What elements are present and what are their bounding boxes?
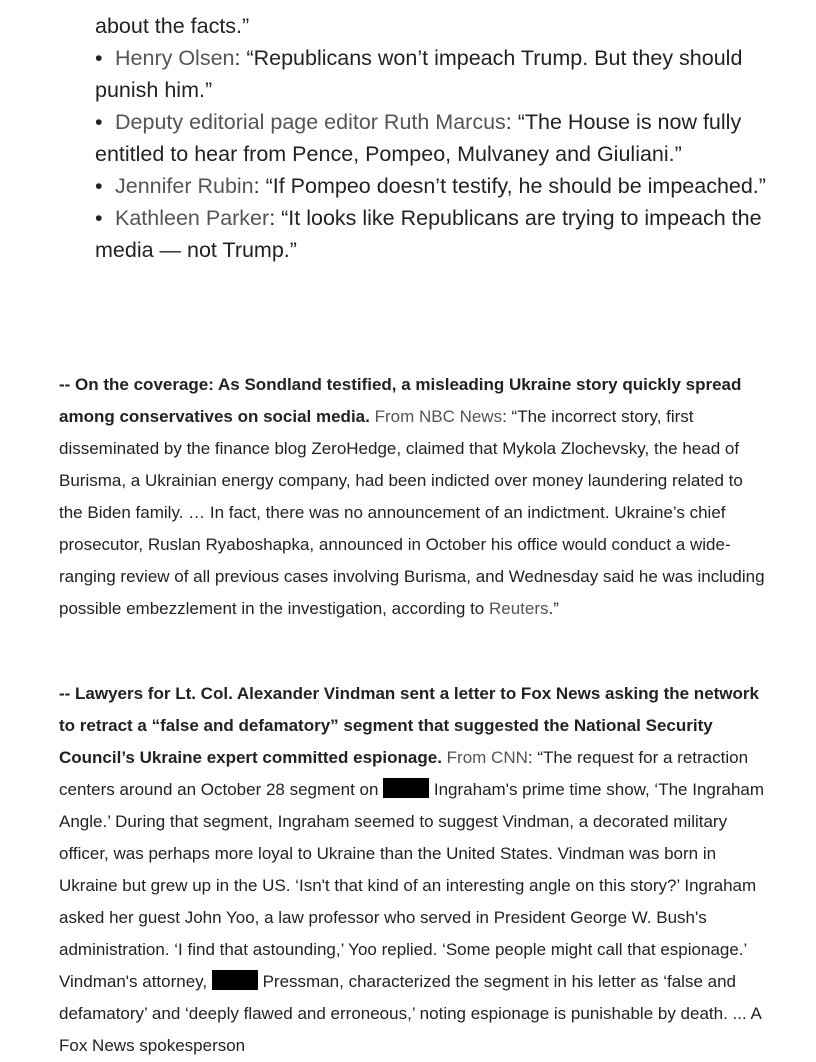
coverage-tail: .”: [548, 599, 559, 618]
coverage-paragraph: [59, 369, 771, 625]
opinion-quotes-list: [95, 10, 785, 266]
author-link-marcus[interactable]: Deputy editorial page editor Ruth Marcus: [115, 110, 506, 134]
source-link-cnn[interactable]: From CNN: [446, 748, 528, 767]
author-link-olsen[interactable]: Henry Olsen: [115, 46, 235, 70]
vindman-body-b: Ingraham's prime time show, ‘The Ingraham Angle.’ During that segment, Ingraham seemed to suggest Vindman, a decorated military officer, was perhaps more loyal to Ukraine than the United States. Vindman was born in Ukraine but grew up in the US. ‘Isn't that kind of an interesting angle on this story?’ Ingraham asked her guest John Yoo, a law professor who served in President George W. Bush's administration. ‘I find that astounding,’ Yoo replied. ‘Some people might call that espionage.’ Vindman's attorney,: [59, 780, 765, 991]
coverage-body: : “The incorrect story, first disseminated by the finance blog ZeroHedge, claimed that Mykola Zlochevsky, the head of Burisma, a Ukrainian energy company, had been indicted over money laundering related to the Biden family. … In fact, there was no announcement of an indictment. Ukraine’s chief prosecutor, Ruslan Ryaboshapka, announced in October his office would conduct a wide-ranging review of all previous cases involving Burisma, and Wednesday said he was including possible embezzlement in the investigation, according to: [59, 407, 765, 618]
source-link-reuters[interactable]: Reuters: [488, 599, 549, 618]
quote-text: about the facts.”: [95, 14, 250, 38]
author-link-rubin[interactable]: Jennifer Rubin: [115, 174, 254, 198]
quote-text: : “The House is now fully entitled to hear from Pence, Pompeo, Mulvaney and Giuliani.”: [95, 110, 742, 166]
coverage-lead: -- On the coverage: As Sondland testified, a misleading Ukraine story quickly spread among conservatives on social media.: [59, 375, 742, 426]
bullet: •: [95, 46, 103, 70]
quote-text: : “Republicans won’t impeach Trump. But they should punish him.”: [95, 46, 743, 102]
quote-continuation: [95, 10, 785, 42]
quote-item-olsen: [95, 42, 785, 106]
redaction-block: [212, 970, 258, 990]
quote-item-marcus: [95, 106, 785, 170]
bullet: •: [95, 110, 103, 134]
vindman-body-a: : “The request for a retraction centers around an October 28 segment on: [59, 748, 749, 799]
vindman-body-c: Pressman, characterized the segment in his letter as ‘false and defamatory’ and ‘deeply flawed and erroneous,’ noting espionage is punishable by death. ... A Fox News spokesperson: [59, 972, 761, 1055]
quote-item-rubin: [95, 170, 785, 202]
author-link-parker[interactable]: Kathleen Parker: [115, 206, 270, 230]
vindman-paragraph: [59, 678, 771, 1062]
quote-text: : “It looks like Republicans are trying to impeach the media — not Trump.”: [95, 206, 762, 262]
redaction-block: [383, 778, 429, 798]
quote-text: : “If Pompeo doesn’t testify, he should be impeached.”: [253, 174, 766, 198]
quote-item-parker: [95, 202, 785, 266]
source-link-nbc[interactable]: From NBC News: [374, 407, 503, 426]
bullet: •: [95, 174, 103, 198]
vindman-lead: -- Lawyers for Lt. Col. Alexander Vindman sent a letter to Fox News asking the network to retract a “false and defamatory” segment that suggested the National Security Council’s Ukraine expert committed espionage.: [59, 684, 759, 767]
bullet: •: [95, 206, 103, 230]
